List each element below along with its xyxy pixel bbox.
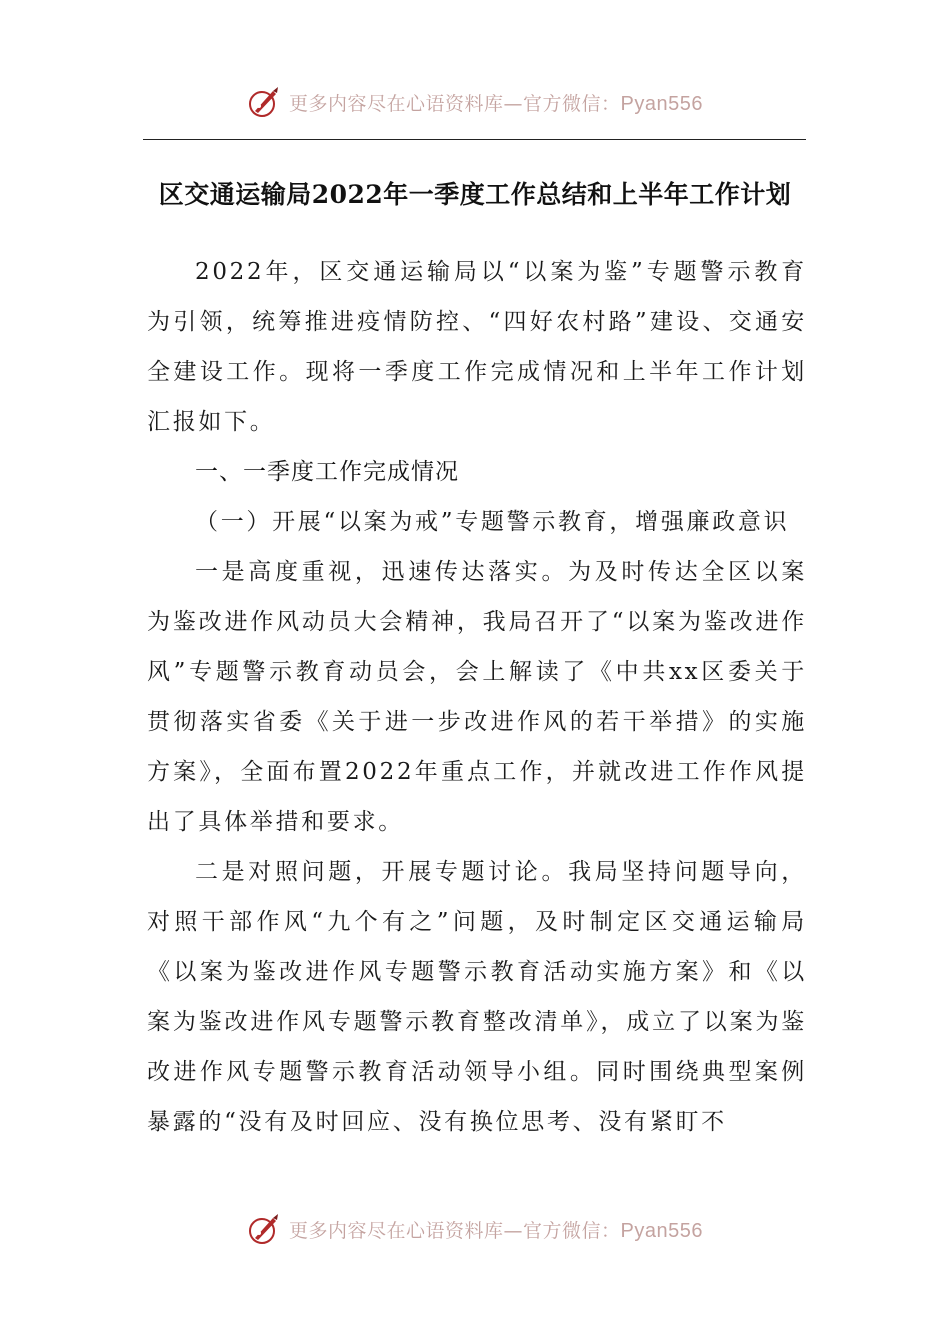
footer-banner [0, 1209, 950, 1249]
section-heading: 一、一季度工作完成情况 [195, 459, 459, 485]
document-title: 区交通运输局2022年一季度工作总结和上半年工作计划 [158, 180, 792, 209]
header-divider [143, 139, 806, 140]
subsection-heading: （一）开展“以案为戒”专题警示教育，增强廉政意识 [195, 509, 790, 535]
body-paragraph: 一是高度重视，迅速传达落实。为及时传达全区以案为鉴改进作风动员大会精神，我局召开了“以案为鉴改进作风”专题警示教育动员会，会上解读了《中共xx区委关于贯彻落实省委《关于进一步改进作风的若干举措》的实施方案》，全面布置2022年重点工作，并就改进工作作风提出了具体举措和要求。 [147, 559, 807, 835]
quill-pen-logo-icon [247, 1212, 281, 1246]
body-paragraph: 二是对照问题，开展专题讨论。我局坚持问题导向，对照干部作风“九个有之”问题，及时制定区交通运输局《以案为鉴改进作风专题警示教育活动实施方案》和《以案为鉴改进作风专题警示教育整改清单》，成立了以案为鉴改进作风专题警示教育活动领导小组。同时围绕典型案例暴露的“没有及时回应、没有换位思考、没有紧盯不 [147, 859, 807, 1135]
quill-pen-logo-icon [247, 85, 281, 119]
header-banner [0, 82, 950, 122]
intro-paragraph: 2022年，区交通运输局以“以案为鉴”专题警示教育为引领，统筹推进疫情防控、“四好农村路”建设、交通安全建设工作。现将一季度工作完成情况和上半年工作计划汇报如下。 [147, 259, 807, 435]
header-banner-text: 更多内容尽在心语资料库—官方微信：Pyan556 [289, 92, 703, 115]
footer-banner-text: 更多内容尽在心语资料库—官方微信：Pyan556 [289, 1219, 703, 1242]
document-body [147, 247, 807, 1147]
